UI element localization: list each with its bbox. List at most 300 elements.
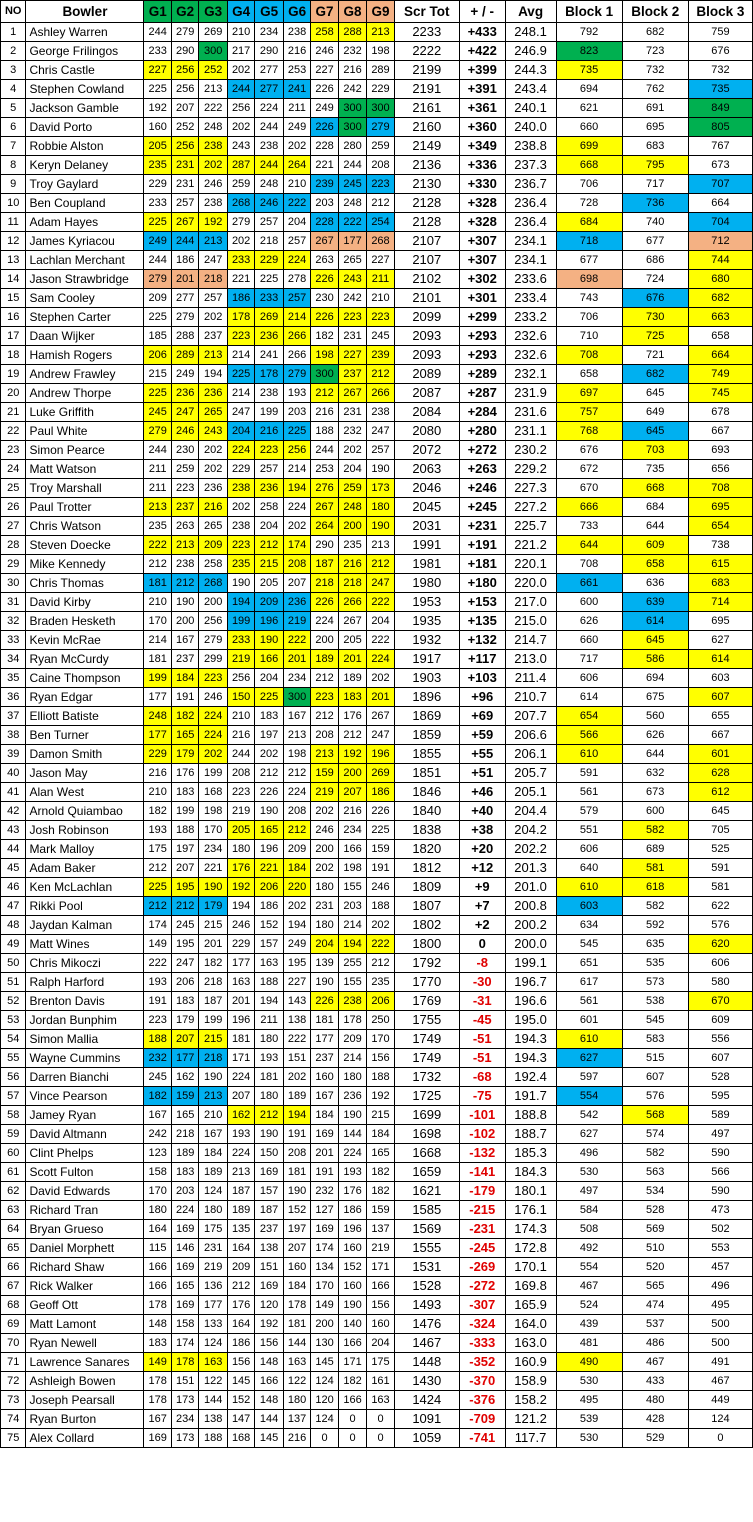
block-total: 645 bbox=[622, 631, 688, 650]
game-score: 222 bbox=[338, 213, 366, 232]
block-total: 554 bbox=[556, 1258, 622, 1277]
plus-minus: +302 bbox=[459, 270, 505, 289]
game-score: 0 bbox=[311, 1429, 338, 1448]
game-score: 289 bbox=[367, 61, 394, 80]
game-score: 178 bbox=[144, 1391, 171, 1410]
block-total: 654 bbox=[688, 517, 752, 536]
plus-minus: -307 bbox=[459, 1296, 505, 1315]
block-total: 576 bbox=[688, 916, 752, 935]
game-score: 196 bbox=[255, 612, 283, 631]
game-score: 190 bbox=[338, 1106, 366, 1125]
game-score: 136 bbox=[199, 1277, 227, 1296]
game-score: 258 bbox=[199, 555, 227, 574]
game-score: 216 bbox=[199, 498, 227, 517]
header-col-g8: G8 bbox=[338, 1, 366, 23]
game-score: 156 bbox=[367, 1049, 394, 1068]
bowler-name: Ryan Edgar bbox=[26, 688, 144, 707]
row-number: 14 bbox=[1, 270, 26, 289]
game-score: 222 bbox=[367, 593, 394, 612]
average: 188.7 bbox=[505, 1125, 556, 1144]
game-score: 190 bbox=[227, 574, 254, 593]
table-row bbox=[1, 289, 753, 308]
game-score: 199 bbox=[199, 1011, 227, 1030]
average: 240.0 bbox=[505, 118, 556, 137]
game-score: 175 bbox=[144, 840, 171, 859]
scratch-total: 2191 bbox=[394, 80, 459, 99]
scratch-total: 1493 bbox=[394, 1296, 459, 1315]
block-total: 627 bbox=[556, 1049, 622, 1068]
block-total: 698 bbox=[556, 270, 622, 289]
game-score: 181 bbox=[144, 650, 171, 669]
game-score: 213 bbox=[227, 1163, 254, 1182]
game-score: 244 bbox=[144, 23, 171, 42]
game-score: 140 bbox=[338, 1315, 366, 1334]
block-total: 683 bbox=[622, 137, 688, 156]
average: 192.4 bbox=[505, 1068, 556, 1087]
game-score: 244 bbox=[227, 745, 254, 764]
average: 188.8 bbox=[505, 1106, 556, 1125]
table-row bbox=[1, 897, 753, 916]
table-row bbox=[1, 650, 753, 669]
table-row bbox=[1, 1353, 753, 1372]
game-score: 210 bbox=[227, 23, 254, 42]
block-total: 592 bbox=[622, 916, 688, 935]
game-score: 202 bbox=[227, 232, 254, 251]
game-score: 222 bbox=[283, 1030, 310, 1049]
plus-minus: -376 bbox=[459, 1391, 505, 1410]
row-number: 51 bbox=[1, 973, 26, 992]
table-row bbox=[1, 992, 753, 1011]
block-total: 725 bbox=[622, 327, 688, 346]
game-score: 198 bbox=[199, 802, 227, 821]
row-number: 1 bbox=[1, 23, 26, 42]
game-score: 268 bbox=[199, 574, 227, 593]
game-score: 186 bbox=[227, 289, 254, 308]
game-score: 269 bbox=[255, 308, 283, 327]
game-score: 244 bbox=[311, 441, 338, 460]
average: 201.0 bbox=[505, 878, 556, 897]
block-total: 525 bbox=[688, 840, 752, 859]
scratch-total: 1981 bbox=[394, 555, 459, 574]
game-score: 167 bbox=[171, 631, 198, 650]
game-score: 200 bbox=[338, 764, 366, 783]
average: 196.6 bbox=[505, 992, 556, 1011]
game-score: 224 bbox=[283, 251, 310, 270]
game-score: 224 bbox=[199, 707, 227, 726]
game-score: 200 bbox=[171, 612, 198, 631]
table-row bbox=[1, 669, 753, 688]
block-total: 823 bbox=[556, 42, 622, 61]
game-score: 189 bbox=[199, 1163, 227, 1182]
game-score: 223 bbox=[367, 308, 394, 327]
plus-minus: +59 bbox=[459, 726, 505, 745]
game-score: 265 bbox=[338, 251, 366, 270]
plus-minus: -51 bbox=[459, 1049, 505, 1068]
plus-minus: -352 bbox=[459, 1353, 505, 1372]
bowler-name: Geoff Ott bbox=[26, 1296, 144, 1315]
block-total: 565 bbox=[622, 1277, 688, 1296]
game-score: 235 bbox=[144, 156, 171, 175]
game-score: 266 bbox=[283, 346, 310, 365]
block-total: 664 bbox=[688, 194, 752, 213]
game-score: 184 bbox=[367, 1125, 394, 1144]
block-total: 467 bbox=[688, 1372, 752, 1391]
average: 165.9 bbox=[505, 1296, 556, 1315]
game-score: 209 bbox=[283, 840, 310, 859]
row-number: 27 bbox=[1, 517, 26, 536]
block-total: 627 bbox=[556, 1125, 622, 1144]
game-score: 202 bbox=[283, 517, 310, 536]
game-score: 204 bbox=[367, 1334, 394, 1353]
table-row bbox=[1, 118, 753, 137]
row-number: 3 bbox=[1, 61, 26, 80]
game-score: 190 bbox=[367, 517, 394, 536]
table-row bbox=[1, 1315, 753, 1334]
average: 233.4 bbox=[505, 289, 556, 308]
scratch-total: 1840 bbox=[394, 802, 459, 821]
game-score: 199 bbox=[255, 403, 283, 422]
block-total: 520 bbox=[622, 1258, 688, 1277]
game-score: 214 bbox=[338, 916, 366, 935]
scratch-total: 1698 bbox=[394, 1125, 459, 1144]
average: 225.7 bbox=[505, 517, 556, 536]
average: 206.6 bbox=[505, 726, 556, 745]
game-score: 226 bbox=[311, 992, 338, 1011]
plus-minus: +7 bbox=[459, 897, 505, 916]
block-total: 667 bbox=[688, 422, 752, 441]
game-score: 198 bbox=[367, 42, 394, 61]
bowler-name: Elliott Batiste bbox=[26, 707, 144, 726]
game-score: 159 bbox=[171, 1087, 198, 1106]
game-score: 266 bbox=[283, 327, 310, 346]
block-total: 439 bbox=[556, 1315, 622, 1334]
game-score: 159 bbox=[367, 1201, 394, 1220]
block-total: 668 bbox=[556, 156, 622, 175]
bowler-name: Ryan Newell bbox=[26, 1334, 144, 1353]
game-score: 202 bbox=[227, 118, 254, 137]
game-score: 191 bbox=[144, 992, 171, 1011]
table-row bbox=[1, 517, 753, 536]
game-score: 226 bbox=[311, 308, 338, 327]
header-col-g6: G6 bbox=[283, 1, 310, 23]
game-score: 248 bbox=[199, 118, 227, 137]
game-score: 219 bbox=[227, 802, 254, 821]
game-score: 225 bbox=[367, 821, 394, 840]
game-score: 218 bbox=[311, 574, 338, 593]
game-score: 157 bbox=[255, 1182, 283, 1201]
bowler-name: David Altmann bbox=[26, 1125, 144, 1144]
game-score: 201 bbox=[338, 650, 366, 669]
game-score: 137 bbox=[367, 1220, 394, 1239]
game-score: 167 bbox=[311, 1087, 338, 1106]
game-score: 218 bbox=[199, 1049, 227, 1068]
game-score: 120 bbox=[255, 1296, 283, 1315]
game-score: 206 bbox=[144, 346, 171, 365]
game-score: 179 bbox=[171, 1011, 198, 1030]
scratch-total: 1585 bbox=[394, 1201, 459, 1220]
game-score: 178 bbox=[144, 1372, 171, 1391]
scratch-total: 1059 bbox=[394, 1429, 459, 1448]
block-total: 670 bbox=[688, 992, 752, 1011]
game-score: 204 bbox=[338, 460, 366, 479]
game-score: 212 bbox=[255, 1106, 283, 1125]
scratch-total: 2045 bbox=[394, 498, 459, 517]
game-score: 225 bbox=[144, 308, 171, 327]
game-score: 225 bbox=[227, 365, 254, 384]
game-score: 164 bbox=[227, 1315, 254, 1334]
block-total: 612 bbox=[688, 783, 752, 802]
bowler-name: Robbie Alston bbox=[26, 137, 144, 156]
game-score: 192 bbox=[255, 1315, 283, 1334]
game-score: 225 bbox=[144, 878, 171, 897]
plus-minus: -269 bbox=[459, 1258, 505, 1277]
game-score: 169 bbox=[311, 1125, 338, 1144]
game-score: 258 bbox=[255, 498, 283, 517]
table-row bbox=[1, 688, 753, 707]
bowler-name: Brenton Davis bbox=[26, 992, 144, 1011]
game-score: 226 bbox=[311, 270, 338, 289]
block-total: 556 bbox=[688, 1030, 752, 1049]
game-score: 160 bbox=[144, 118, 171, 137]
bowler-name: Lawrence Sanares bbox=[26, 1353, 144, 1372]
row-number: 7 bbox=[1, 137, 26, 156]
row-number: 10 bbox=[1, 194, 26, 213]
game-score: 183 bbox=[144, 1334, 171, 1353]
game-score: 235 bbox=[144, 517, 171, 536]
game-score: 236 bbox=[255, 327, 283, 346]
scratch-total: 2102 bbox=[394, 270, 459, 289]
game-score: 160 bbox=[311, 1068, 338, 1087]
game-score: 257 bbox=[255, 213, 283, 232]
plus-minus: +299 bbox=[459, 308, 505, 327]
game-score: 246 bbox=[255, 194, 283, 213]
bowler-name: Kevin McRae bbox=[26, 631, 144, 650]
scratch-total: 2107 bbox=[394, 232, 459, 251]
game-score: 182 bbox=[367, 1182, 394, 1201]
game-score: 190 bbox=[199, 878, 227, 897]
game-score: 192 bbox=[338, 745, 366, 764]
block-total: 591 bbox=[556, 764, 622, 783]
row-number: 54 bbox=[1, 1030, 26, 1049]
block-total: 591 bbox=[688, 859, 752, 878]
game-score: 195 bbox=[171, 878, 198, 897]
row-number: 31 bbox=[1, 593, 26, 612]
bowler-name: Alex Collard bbox=[26, 1429, 144, 1448]
block-total: 539 bbox=[556, 1410, 622, 1429]
block-total: 584 bbox=[556, 1201, 622, 1220]
table-row bbox=[1, 61, 753, 80]
row-number: 16 bbox=[1, 308, 26, 327]
game-score: 124 bbox=[311, 1410, 338, 1429]
game-score: 225 bbox=[144, 384, 171, 403]
game-score: 216 bbox=[227, 726, 254, 745]
game-score: 250 bbox=[367, 1011, 394, 1030]
row-number: 21 bbox=[1, 403, 26, 422]
block-total: 693 bbox=[688, 441, 752, 460]
game-score: 186 bbox=[227, 1334, 254, 1353]
block-total: 457 bbox=[688, 1258, 752, 1277]
game-score: 173 bbox=[171, 1429, 198, 1448]
game-score: 185 bbox=[144, 327, 171, 346]
block-total: 634 bbox=[556, 916, 622, 935]
game-score: 214 bbox=[283, 308, 310, 327]
game-score: 182 bbox=[144, 802, 171, 821]
scratch-total: 1476 bbox=[394, 1315, 459, 1334]
game-score: 223 bbox=[227, 536, 254, 555]
block-total: 510 bbox=[622, 1239, 688, 1258]
game-score: 226 bbox=[367, 802, 394, 821]
game-score: 229 bbox=[227, 460, 254, 479]
bowler-name: Keryn Delaney bbox=[26, 156, 144, 175]
game-score: 188 bbox=[367, 897, 394, 916]
block-total: 675 bbox=[622, 688, 688, 707]
game-score: 224 bbox=[367, 650, 394, 669]
average: 233.6 bbox=[505, 270, 556, 289]
game-score: 222 bbox=[367, 935, 394, 954]
game-score: 175 bbox=[367, 1353, 394, 1372]
block-total: 626 bbox=[556, 612, 622, 631]
block-total: 708 bbox=[688, 479, 752, 498]
table-row bbox=[1, 422, 753, 441]
block-total: 683 bbox=[688, 574, 752, 593]
game-score: 234 bbox=[338, 821, 366, 840]
table-row bbox=[1, 175, 753, 194]
row-number: 69 bbox=[1, 1315, 26, 1334]
block-total: 695 bbox=[688, 498, 752, 517]
game-score: 245 bbox=[171, 916, 198, 935]
game-score: 242 bbox=[144, 1125, 171, 1144]
game-score: 200 bbox=[338, 517, 366, 536]
table-row bbox=[1, 365, 753, 384]
header-row bbox=[1, 1, 753, 23]
game-score: 186 bbox=[171, 251, 198, 270]
table-row bbox=[1, 1372, 753, 1391]
game-score: 170 bbox=[144, 612, 171, 631]
game-score: 249 bbox=[283, 118, 310, 137]
game-score: 187 bbox=[255, 1201, 283, 1220]
game-score: 249 bbox=[144, 232, 171, 251]
block-total: 677 bbox=[556, 251, 622, 270]
game-score: 237 bbox=[338, 365, 366, 384]
game-score: 269 bbox=[199, 23, 227, 42]
game-score: 225 bbox=[255, 270, 283, 289]
game-score: 231 bbox=[311, 897, 338, 916]
game-score: 216 bbox=[255, 422, 283, 441]
row-number: 15 bbox=[1, 289, 26, 308]
scratch-total: 1448 bbox=[394, 1353, 459, 1372]
row-number: 58 bbox=[1, 1106, 26, 1125]
game-score: 230 bbox=[171, 441, 198, 460]
row-number: 63 bbox=[1, 1201, 26, 1220]
block-total: 480 bbox=[622, 1391, 688, 1410]
row-number: 50 bbox=[1, 954, 26, 973]
game-score: 203 bbox=[311, 194, 338, 213]
game-score: 208 bbox=[283, 555, 310, 574]
game-score: 239 bbox=[311, 175, 338, 194]
bowler-name: Jamey Ryan bbox=[26, 1106, 144, 1125]
bowler-name: Caine Thompson bbox=[26, 669, 144, 688]
game-score: 180 bbox=[311, 878, 338, 897]
table-row bbox=[1, 403, 753, 422]
game-score: 214 bbox=[144, 631, 171, 650]
row-number: 62 bbox=[1, 1182, 26, 1201]
game-score: 215 bbox=[144, 365, 171, 384]
game-score: 160 bbox=[338, 1239, 366, 1258]
bowler-name: Matt Watson bbox=[26, 460, 144, 479]
scratch-total: 1809 bbox=[394, 878, 459, 897]
game-score: 224 bbox=[171, 1201, 198, 1220]
scratch-total: 1859 bbox=[394, 726, 459, 745]
scratch-total: 1980 bbox=[394, 574, 459, 593]
game-score: 124 bbox=[311, 1372, 338, 1391]
row-number: 52 bbox=[1, 992, 26, 1011]
bowler-name: Simon Pearce bbox=[26, 441, 144, 460]
game-score: 300 bbox=[338, 118, 366, 137]
game-score: 233 bbox=[227, 631, 254, 650]
game-score: 223 bbox=[338, 308, 366, 327]
scratch-total: 2199 bbox=[394, 61, 459, 80]
plus-minus: +246 bbox=[459, 479, 505, 498]
game-score: 223 bbox=[144, 1011, 171, 1030]
game-score: 179 bbox=[199, 897, 227, 916]
game-score: 221 bbox=[255, 859, 283, 878]
game-score: 276 bbox=[311, 479, 338, 498]
row-number: 26 bbox=[1, 498, 26, 517]
row-number: 2 bbox=[1, 42, 26, 61]
average: 204.2 bbox=[505, 821, 556, 840]
block-total: 497 bbox=[688, 1125, 752, 1144]
block-total: 676 bbox=[556, 441, 622, 460]
table-row bbox=[1, 460, 753, 479]
plus-minus: +2 bbox=[459, 916, 505, 935]
average: 244.3 bbox=[505, 61, 556, 80]
table-row bbox=[1, 99, 753, 118]
plus-minus: -30 bbox=[459, 973, 505, 992]
game-score: 135 bbox=[227, 1220, 254, 1239]
scratch-total: 1792 bbox=[394, 954, 459, 973]
block-total: 497 bbox=[556, 1182, 622, 1201]
game-score: 216 bbox=[283, 1429, 310, 1448]
row-number: 49 bbox=[1, 935, 26, 954]
scratch-total: 1569 bbox=[394, 1220, 459, 1239]
game-score: 237 bbox=[311, 1049, 338, 1068]
game-score: 239 bbox=[367, 346, 394, 365]
game-score: 165 bbox=[171, 1106, 198, 1125]
game-score: 134 bbox=[311, 1258, 338, 1277]
game-score: 228 bbox=[311, 213, 338, 232]
plus-minus: +422 bbox=[459, 42, 505, 61]
game-score: 215 bbox=[367, 1106, 394, 1125]
row-number: 60 bbox=[1, 1144, 26, 1163]
table-row bbox=[1, 935, 753, 954]
bowler-name: Luke Griffith bbox=[26, 403, 144, 422]
block-total: 644 bbox=[622, 745, 688, 764]
game-score: 218 bbox=[171, 1125, 198, 1144]
game-score: 177 bbox=[227, 954, 254, 973]
row-number: 19 bbox=[1, 365, 26, 384]
game-score: 219 bbox=[227, 650, 254, 669]
block-total: 573 bbox=[622, 973, 688, 992]
average: 172.8 bbox=[505, 1239, 556, 1258]
game-score: 233 bbox=[255, 289, 283, 308]
plus-minus: +51 bbox=[459, 764, 505, 783]
scratch-total: 1896 bbox=[394, 688, 459, 707]
plus-minus: +46 bbox=[459, 783, 505, 802]
block-total: 586 bbox=[622, 650, 688, 669]
game-score: 176 bbox=[338, 707, 366, 726]
average: 217.0 bbox=[505, 593, 556, 612]
bowler-name: David Porto bbox=[26, 118, 144, 137]
